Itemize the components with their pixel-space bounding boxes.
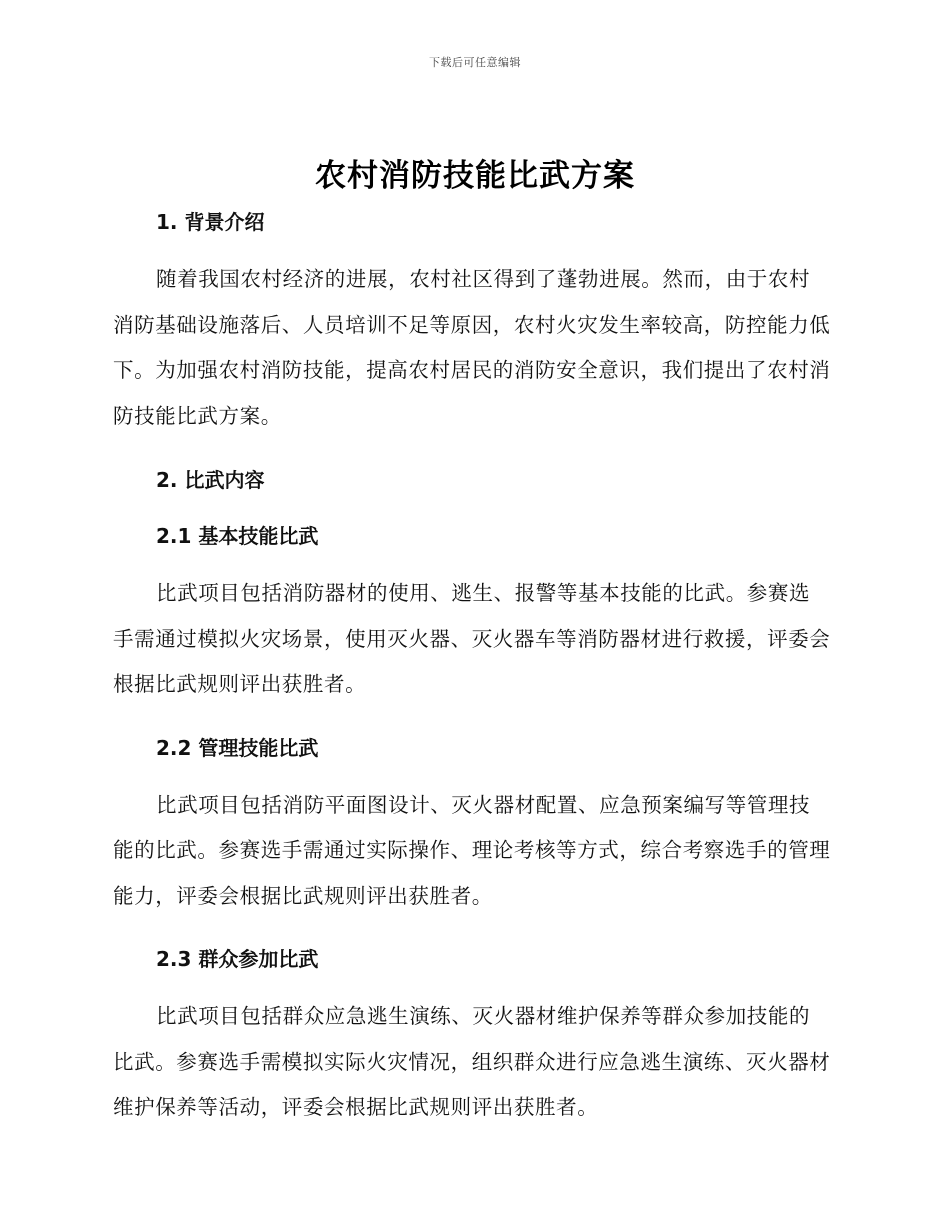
section-paragraph-basic-skills: 比武项目包括消防器材的使用、逃生、报警等基本技能的比武。参赛选手需通过模拟火灾场景，使用灭火器、灭火器车等消防器材进行救援，评委会根据比武规则评出获胜者。 <box>113 581 831 696</box>
section-paragraph-background: 随着我国农村经济的进展，农村社区得到了蓬勃进展。然而，由于农村消防基础设施落后、人员培训不足等原因，农村火灾发生率较高，防控能力低下。为加强农村消防技能，提高农村居民的消防安全意识，我们提出了农村消防技能比武方案。 <box>113 267 831 428</box>
section-heading-public-participation: 2.3 群众参加比武 <box>156 947 319 971</box>
document-body <box>113 203 831 1131</box>
section-paragraph-public-participation: 比武项目包括群众应急逃生演练、灭火器材维护保养等群众参加技能的比武。参赛选手需模拟实际火灾情况，组织群众进行应急逃生演练、灭火器材维护保养等活动，评委会根据比武规则评出获胜者。 <box>113 1004 831 1119</box>
section-heading-basic-skills: 2.1 基本技能比武 <box>156 524 319 548</box>
section-heading-background: 1. 背景介绍 <box>156 210 265 234</box>
document-title: 农村消防技能比武方案 <box>315 158 635 194</box>
header-note: 下载后可任意编辑 <box>429 56 521 69</box>
section-heading-contents: 2. 比武内容 <box>156 468 265 492</box>
section-paragraph-management-skills: 比武项目包括消防平面图设计、灭火器材配置、应急预案编写等管理技能的比武。参赛选手需通过实际操作、理论考核等方式，综合考察选手的管理能力，评委会根据比武规则评出获胜者。 <box>113 792 831 908</box>
section-heading-management-skills: 2.2 管理技能比武 <box>156 735 319 760</box>
